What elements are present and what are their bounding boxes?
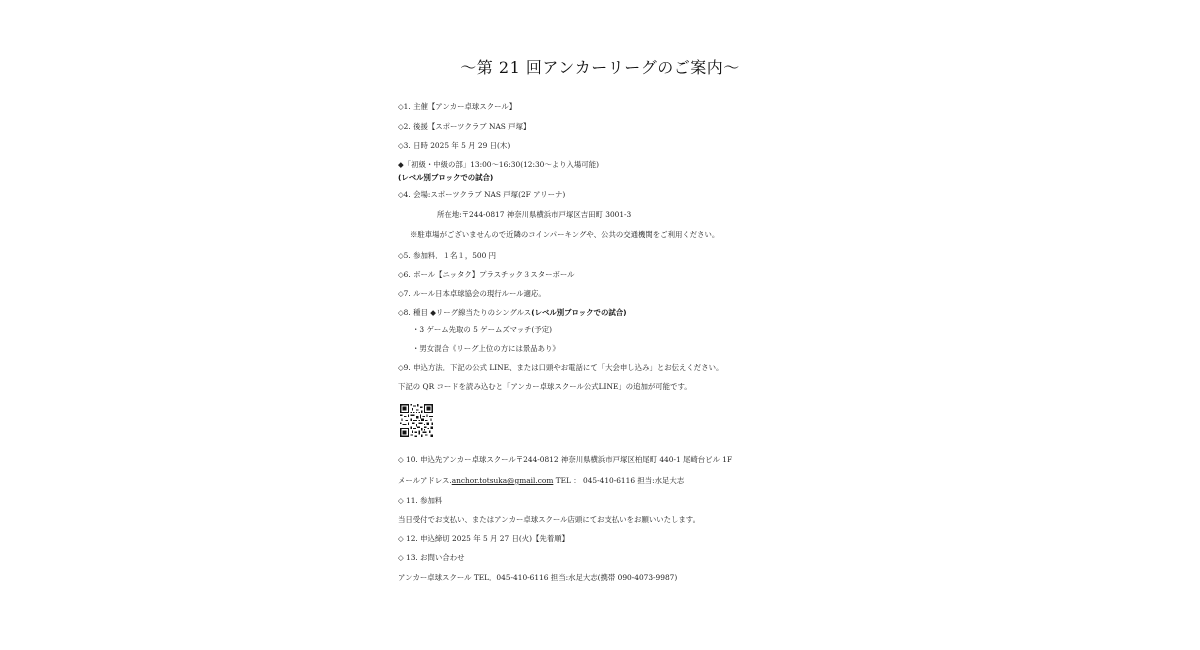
venue-line: ◇4. 会場:スポーツクラブ NAS 戸塚(2F アリーナ) <box>398 190 566 199</box>
qr-code-icon[interactable] <box>400 404 433 437</box>
event-line <box>398 308 627 318</box>
mixed-line: ・男女混合《リーグ上位の方には景品あり》 <box>412 344 560 353</box>
level-block-note: (レベル別ブロックでの試合) <box>398 173 494 182</box>
mail-tel: TEL ： 045-410-6116 担当:水足大志 <box>553 476 685 485</box>
mail-label: メールアドレス. <box>398 476 452 485</box>
mail-line <box>398 476 684 486</box>
event-label: ◇8. 種目 ◆リーグ線当たりのシングルス <box>398 308 532 317</box>
date-line: ◇3. 日時 2025 年 5 月 29 日(木) <box>398 141 511 150</box>
address-line: 所在地:〒244-0817 神奈川県横浜市戸塚区吉田町 3001-3 <box>437 210 632 219</box>
apply-to-line: ◇ 10. 申込先アンカー卓球スクール〒244-0812 神奈川県横浜市戸塚区柏尾町 440-1 尾崎台ビル 1F <box>398 455 733 464</box>
format-line: ・3 ゲーム先取の 5 ゲームズマッチ(予定) <box>412 325 553 334</box>
email-link[interactable]: anchor.totsuka@gmail.com <box>451 476 554 485</box>
contact-line: アンカー卓球スクール TEL．045-410-6116 担当:水足大志(携帯 090-4073-9987) <box>398 573 678 582</box>
contact-heading: ◇ 13. お問い合わせ <box>398 553 465 562</box>
session-line: ◆「初級・中級の部」13:00〜16:30(12:30〜より入場可能) <box>398 160 599 169</box>
parking-note: ※駐車場がございませんので近隣のコインパーキングや、公共の交通機関をご利用ください。 <box>410 230 720 239</box>
rules-line: ◇7. ルール日本卓球協会の現行ルール適応。 <box>398 289 546 298</box>
fee-heading: ◇ 11. 参加料 <box>398 496 443 505</box>
fee-note: 当日受付でお支払い、またはアンカー卓球スクール店頭にてお支払いをお願いいたします。 <box>398 515 700 524</box>
deadline-line: ◇ 12. 申込締切 2025 年 5 月 27 日(火)【先着順】 <box>398 534 569 543</box>
qr-note: 下記の QR コードを読み込むと「アンカー卓球スクール公式LINE」の追加が可能です。 <box>398 382 692 391</box>
fee-line: ◇5. 参加料．１名１，500 円 <box>398 251 497 260</box>
ball-line: ◇6. ボール【ニッタク】プラスチック３スターボール <box>398 270 575 279</box>
sponsor-line: ◇2. 後援【スポーツクラブ NAS 戸塚】 <box>398 122 531 131</box>
organizer-line: ◇1. 主催【アンカー卓球スクール】 <box>398 102 517 111</box>
apply-method-line: ◇9. 申込方法．下記の公式 LINE、または口頭やお電話にて「大会申し込み」とお伝えください。 <box>398 363 724 372</box>
event-level-note: (レベル別ブロックでの試合) <box>531 308 627 317</box>
page-title: 〜第 21 回アンカーリーグのご案内〜 <box>460 58 740 77</box>
